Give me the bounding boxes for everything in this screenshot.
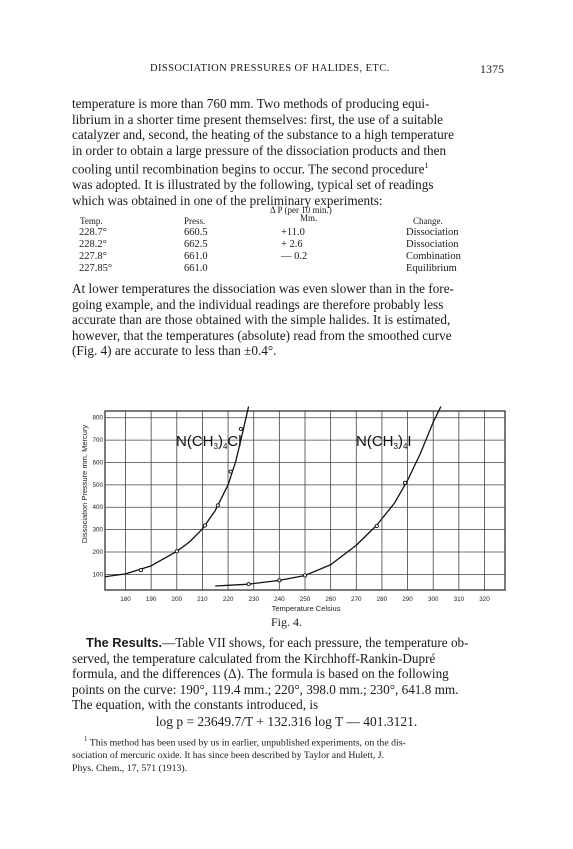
table-cell: Combination bbox=[406, 251, 461, 262]
series-label-iodide: $N(CH_3)_4I$ bbox=[356, 433, 412, 451]
text-segment: —Table VII shows, for each pressure, the temperature ob- bbox=[162, 635, 469, 650]
footnote-line bbox=[72, 733, 504, 749]
footnote-mark: 1 bbox=[84, 735, 88, 743]
x-tick-label: 250 bbox=[299, 596, 311, 603]
text-line: served, the temperature calculated from the Kirchhoff-Rankin-Dupré bbox=[72, 650, 436, 666]
text-segment: This method has been used by us in earlier, unpublished experiments, on the dis- bbox=[89, 737, 406, 749]
y-tick-label: 500 bbox=[92, 481, 103, 489]
table-cell: +11.0 bbox=[281, 227, 305, 238]
text-line: was adopted. It is illustrated by the following, typical set of readings bbox=[72, 177, 434, 193]
col-header-delta-p: Δ P (per 10 min.) bbox=[270, 205, 332, 215]
text-line: (Fig. 4) are accurate to less than ±0.4°. bbox=[72, 343, 277, 359]
x-tick-label: 230 bbox=[248, 596, 259, 603]
y-tick-label: 100 bbox=[92, 571, 103, 579]
col-header-change: Change. bbox=[413, 216, 443, 226]
x-tick-label: 290 bbox=[402, 596, 413, 603]
footnote-line: Phys. Chem., 17, 571 (1913). bbox=[72, 763, 188, 775]
table-cell: — 0.2 bbox=[281, 251, 308, 262]
data-point bbox=[229, 470, 232, 473]
running-title: DISSOCIATION PRESSURES OF HALIDES, ETC. bbox=[150, 63, 390, 74]
x-axis-label: Temperature Celsius bbox=[271, 604, 341, 613]
table-cell: 227.85° bbox=[79, 263, 113, 274]
table-cell: 661.0 bbox=[184, 263, 208, 274]
data-point bbox=[139, 568, 142, 571]
y-tick-label: 200 bbox=[92, 548, 103, 556]
x-tick-label: 300 bbox=[427, 596, 439, 603]
col-header-unit: Mm. bbox=[300, 213, 318, 223]
x-tick-label: 270 bbox=[351, 596, 362, 603]
x-tick-label: 260 bbox=[325, 596, 336, 603]
table-cell: Equilibrium bbox=[406, 263, 457, 274]
text-line: points on the curve: 190°, 119.4 mm.; 220°, 398.0 mm.; 230°, 641.8 mm. bbox=[72, 681, 459, 697]
data-point bbox=[175, 550, 178, 553]
text-line: accurate than are those obtained with the simple halides. It is estimated, bbox=[72, 312, 451, 328]
text-segment: cooling until recombination begins to occur. The second procedure bbox=[72, 161, 425, 177]
col-header-temp: Temp. bbox=[80, 216, 103, 226]
text-line: going example, and the individual readings are therefore probably less bbox=[72, 296, 444, 312]
text-line: in order to obtain a large pressure of the dissociation products and then bbox=[72, 142, 447, 158]
x-tick-label: 200 bbox=[171, 596, 183, 603]
y-tick-label: 300 bbox=[92, 526, 103, 534]
text-line: librium in a shorter time present themselves: first, the use of a suitable bbox=[72, 111, 443, 127]
footnote-ref: 1 bbox=[424, 161, 429, 171]
y-axis-label: Dissociation Pressure mm. Mercury bbox=[80, 424, 89, 544]
table-cell: 660.5 bbox=[184, 227, 208, 238]
table-cell: + 2.6 bbox=[281, 239, 303, 250]
x-tick-label: 240 bbox=[274, 596, 285, 603]
y-tick-label: 800 bbox=[92, 414, 103, 422]
text-line: At lower temperatures the dissociation was even slower than in the fore- bbox=[72, 281, 454, 296]
x-tick-label: 180 bbox=[120, 596, 131, 603]
data-point bbox=[247, 583, 250, 586]
text-line: temperature is more than 760 mm. Two methods of producing equi- bbox=[72, 96, 430, 111]
chart-points bbox=[139, 427, 406, 585]
x-tick-label: 280 bbox=[376, 596, 388, 603]
text-line: formula, and the differences (Δ). The formula is based on the following bbox=[72, 666, 449, 682]
text-line: catalyzer and, second, the heating of the substance to a high temperature bbox=[72, 127, 454, 143]
data-point bbox=[375, 524, 378, 527]
text-line: which was obtained in one of the preliminary experiments: bbox=[72, 192, 383, 208]
data-point bbox=[203, 524, 206, 527]
table-cell: 661.0 bbox=[184, 251, 208, 262]
x-tick-label: 310 bbox=[453, 596, 465, 603]
text-line: The equation, with the constants introduced, is bbox=[72, 697, 319, 713]
page-number: 1375 bbox=[480, 62, 504, 76]
data-point bbox=[239, 427, 242, 430]
curve-chloride bbox=[87, 407, 249, 580]
table-cell: Dissociation bbox=[406, 239, 459, 250]
table-cell: 228.2° bbox=[79, 239, 107, 250]
data-point bbox=[403, 481, 406, 484]
x-tick-label: 210 bbox=[197, 596, 208, 603]
results-heading: The Results. bbox=[86, 635, 163, 650]
text-line bbox=[72, 635, 504, 651]
table-cell: 227.8° bbox=[79, 251, 107, 262]
y-tick-label: 600 bbox=[92, 459, 103, 467]
x-tick-label: 220 bbox=[222, 596, 234, 603]
data-point bbox=[216, 504, 219, 507]
col-header-press: Press. bbox=[184, 216, 206, 226]
x-tick-label: 190 bbox=[145, 596, 157, 603]
chart-grid bbox=[105, 411, 505, 590]
table-cell: 228.7° bbox=[79, 227, 107, 238]
paragraph-results bbox=[72, 635, 504, 713]
footnote bbox=[72, 733, 504, 775]
data-point bbox=[278, 579, 281, 582]
table-cell: Dissociation bbox=[406, 227, 459, 238]
y-tick-label: 400 bbox=[92, 504, 103, 512]
figure-caption: Fig. 4. bbox=[270, 615, 302, 629]
chart-ticks bbox=[92, 415, 490, 603]
data-point bbox=[303, 574, 306, 577]
table-cell: 662.5 bbox=[184, 239, 208, 250]
footnote-line: sociation of mercuric oxide. It has since been described by Taylor and Hulett, J. bbox=[72, 750, 384, 762]
text-line: however, that the temperatures (absolute) read from the smoothed curve bbox=[72, 327, 452, 343]
equation: log p = 23649.7/T + 132.316 log T — 401.3121. bbox=[155, 714, 418, 729]
x-tick-label: 320 bbox=[479, 596, 490, 603]
series-label-chloride: $N(CH_3)_4Cl$ bbox=[176, 433, 242, 451]
y-tick-label: 700 bbox=[92, 437, 103, 445]
